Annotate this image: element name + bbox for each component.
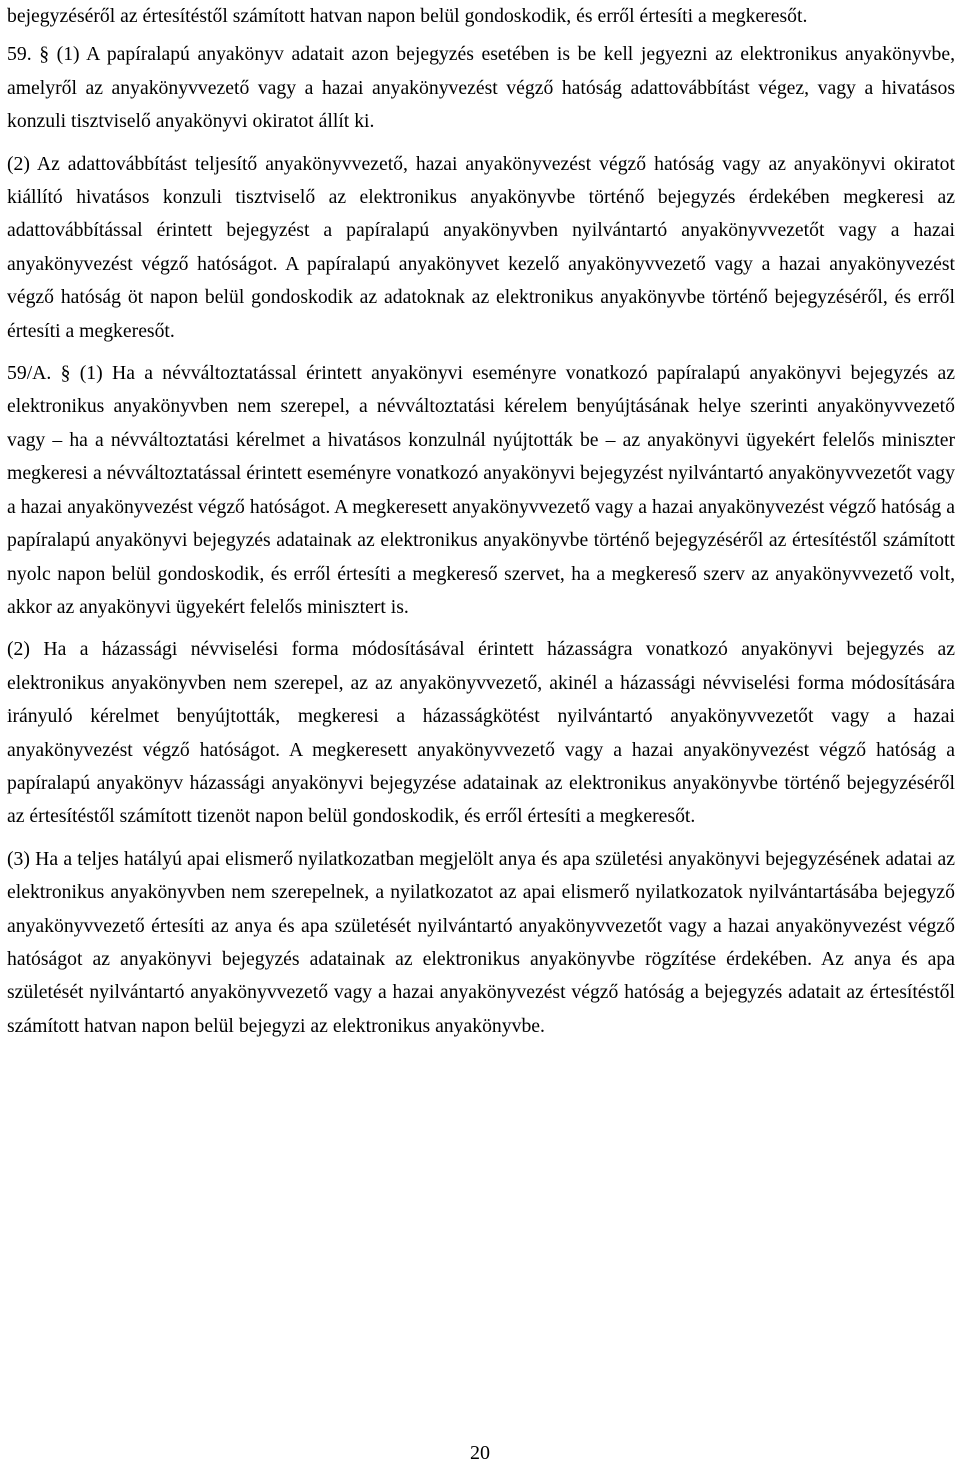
paragraph-section-59a-1: 59/A. § (1) Ha a névváltoztatással érintett anyakönyvi eseményre vonatkozó papíralapú anyakönyvi bejegyzés az elektronikus anyakönyvben nem szerepel, a névváltoztatási kérelem benyújtásának helye szerinti anyakönyvvezető vagy – ha a névváltoztatási kérelmet a hivatásos konzulnál nyújtották be – az anyakönyvi ügyekért felelős miniszter megkeresi a névváltoztatással érintett eseményre vonatkozó anyakönyvi bejegyzést nyilvántartó anyakönyvvezetőt vagy a hazai anyakönyvezést végző hatóságot. A megkeresett anyakönyvvezető vagy a hazai anyakönyvezést végző hatóság a papíralapú anyakönyvi bejegyzés adatainak az elektronikus anyakönyvbe történő bejegyzéséről az értesítéstől számított nyolc napon belül gondoskodik, és erről értesíti a megkereső szervet, ha a megkereső szerv az anyakönyvvezető volt, akkor az anyakönyvi ügyekért felelős minisztert is. [7, 362, 955, 618]
document-page [7, 0, 955, 1043]
page-number: 20 [470, 1442, 490, 1464]
paragraph-section-59-1: 59. § (1) A papíralapú anyakönyv adatait azon bejegyzés esetében is be kell jegyezni az elektronikus anyakönyvbe, amelyről az anyakönyvvezető vagy a hazai anyakönyvezést végző hatóság adattovábbítást végez, vagy a hivatásos konzuli tisztviselő anyakönyvi okiratot állít ki. [7, 43, 955, 133]
paragraph-section-59-2: (2) Az adattovábbítást teljesítő anyakönyvvezető, hazai anyakönyvezést végző hatóság vagy az anyakönyvi okiratot kiállító hivatásos konzuli tisztviselő az elektronikus anyakönyvbe történő bejegyzés érdekében megkeresi az adattovábbítással érintett bejegyzést a papíralapú anyakönyvben nyilvántartó anyakönyvvezetőt vagy a hazai anyakönyvezést végző hatóságot. A papíralapú anyakönyvet kezelő anyakönyvvezető vagy a hazai anyakönyvezést végző hatóság öt napon belül gondoskodik az adatoknak az elektronikus anyakönyvbe történő bejegyzéséről, és erről értesíti a megkeresőt. [7, 152, 955, 342]
paragraph-section-59a-2: (2) Ha a házassági névviselési forma módosításával érintett házasságra vonatkozó anyakönyvi bejegyzés az elektronikus anyakönyvben nem szerepel, az az anyakönyvvezető, akinél a házassági névviselési forma módosítására irányuló kérelmet benyújtották, megkeresi a házasságkötést nyilvántartó anyakönyvvezetőt vagy a hazai anyakönyvezést végző hatóságot. A megkeresett anyakönyvvezető vagy a hazai anyakönyvezést végző hatóság a papíralapú anyakönyv házassági anyakönyvi bejegyzése adatainak az elektronikus anyakönyvbe történő bejegyzéséről az értesítéstől számított tizenöt napon belül gondoskodik, és erről értesíti a megkeresőt. [7, 638, 955, 828]
paragraph-section-59a-3: (3) Ha a teljes hatályú apai elismerő nyilatkozatban megjelölt anya és apa születési anyakönyvi bejegyzésének adatai az elektronikus anyakönyvben nem szerepelnek, a nyilatkozatot az apai elismerő nyilatkozatok nyilvántartásába bejegyző anyakönyvvezető értesíti az anya és apa születését nyilvántartó anyakönyvvezetőt vagy a hazai anyakönyvezést végző hatóságot az anyakönyvi bejegyzés adatainak az elektronikus anyakönyvbe rögzítése érdekében. Az anya és apa születését nyilvántartó anyakönyvvezető vagy a hazai anyakönyvezést végző hatóság a bejegyzés adatait az értesítéstől számított hatvan napon belül bejegyzi az elektronikus anyakönyvbe. [7, 847, 955, 1037]
paragraph-continuation: bejegyzéséről az értesítéstől számított hatvan napon belül gondoskodik, és erről értesíti a megkeresőt. [7, 5, 808, 27]
